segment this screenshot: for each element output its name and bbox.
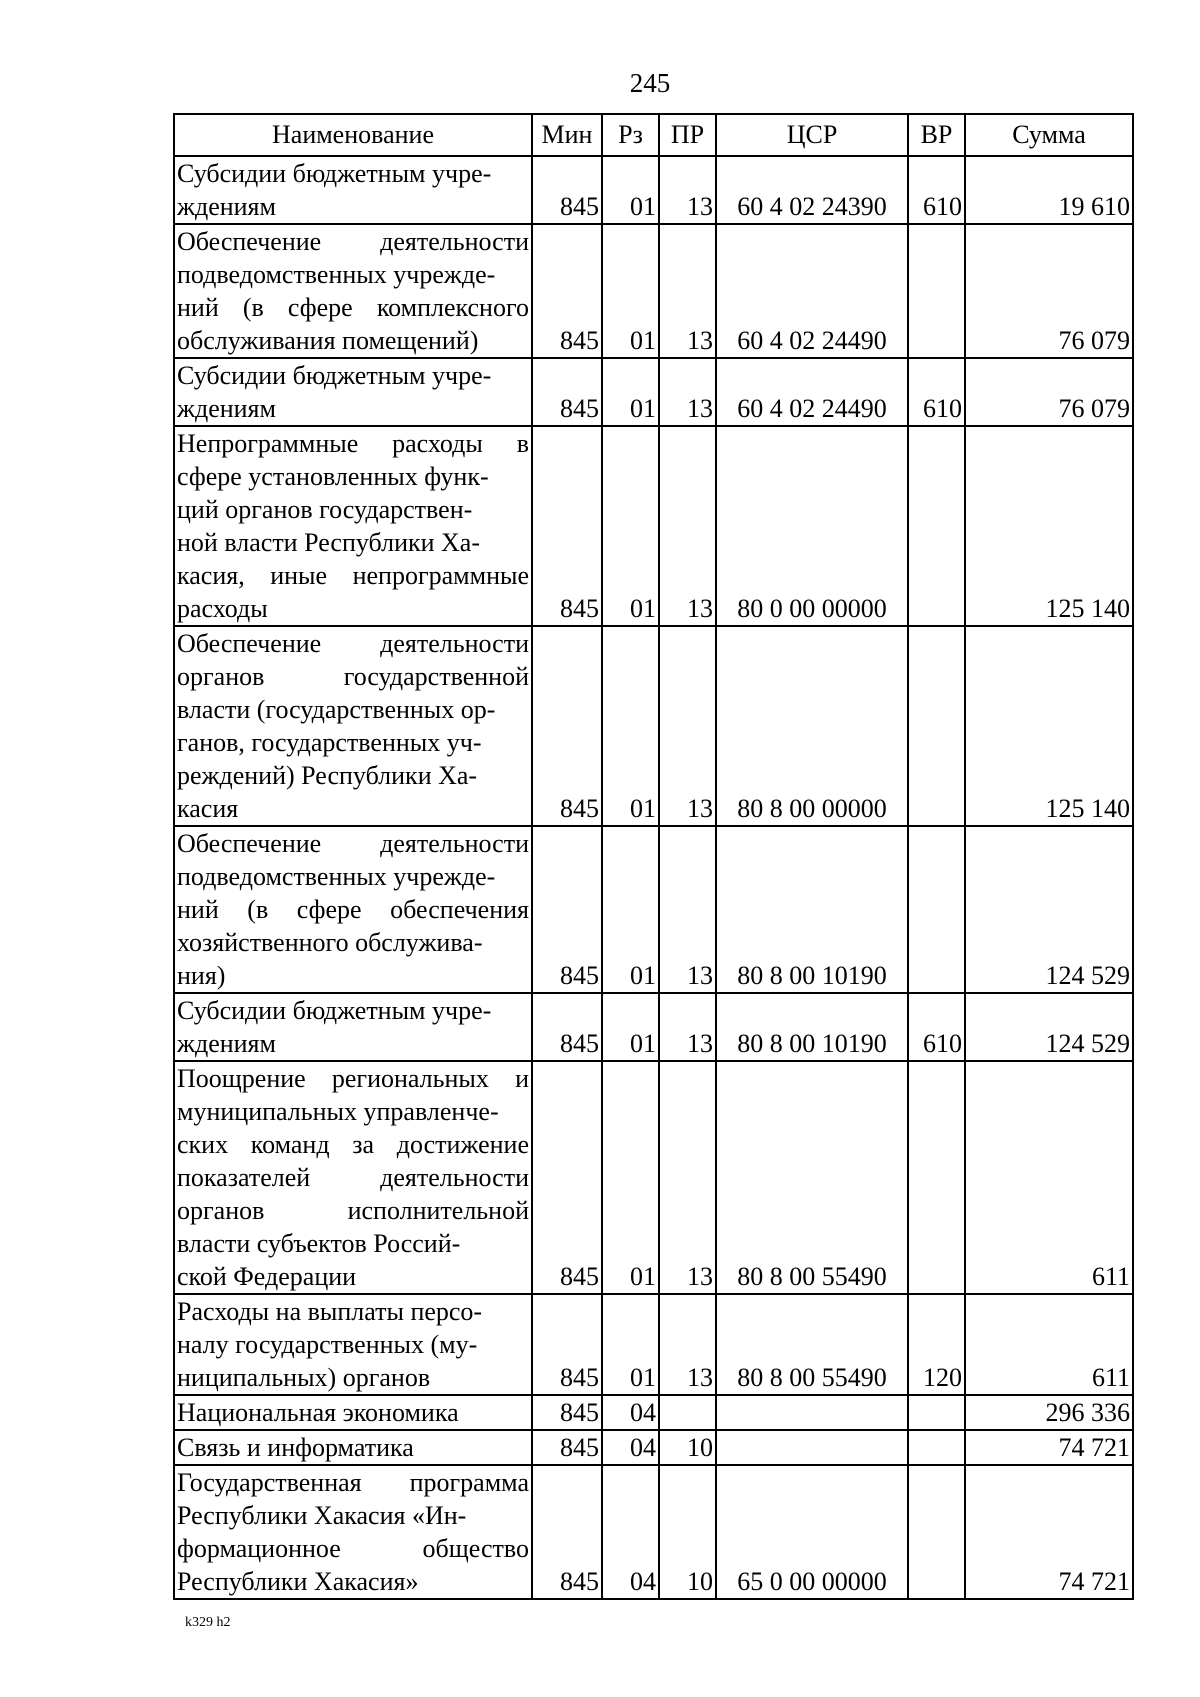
cell-min: 845	[532, 826, 602, 993]
cell-csr: 60 4 02 24490	[716, 358, 908, 426]
table-row	[174, 626, 1133, 826]
cell-min: 845	[532, 626, 602, 826]
header-name: Наименование	[174, 114, 532, 156]
cell-name: Государственная программа Республики Хакасия «Ин- формационное общество Республики Хакасия»	[174, 1465, 532, 1599]
table-row	[174, 993, 1133, 1061]
cell-vr: 610	[908, 156, 965, 224]
cell-csr: 80 0 00 00000	[716, 426, 908, 626]
cell-min: 845	[532, 993, 602, 1061]
cell-csr: 80 8 00 55490	[716, 1294, 908, 1395]
cell-csr: 80 8 00 10190	[716, 993, 908, 1061]
header-csr: ЦСР	[716, 114, 908, 156]
cell-rz: 01	[602, 426, 659, 626]
cell-sum: 124 529	[965, 826, 1133, 993]
cell-min: 845	[532, 1465, 602, 1599]
cell-vr	[908, 1061, 965, 1294]
cell-name: Поощрение региональных и муниципальных управленче- ских команд за достижение показателей деятельности органов исполнительной власти субъектов Россий- ской Федерации	[174, 1061, 532, 1294]
cell-csr: 80 8 00 55490	[716, 1061, 908, 1294]
cell-rz: 01	[602, 626, 659, 826]
table-row	[174, 426, 1133, 626]
cell-name: Национальная экономика	[174, 1395, 532, 1430]
cell-vr	[908, 1465, 965, 1599]
cell-name: Расходы на выплаты персо- налу государственных (му- ниципальных) органов	[174, 1294, 532, 1395]
cell-vr	[908, 626, 965, 826]
table-row	[174, 1430, 1133, 1465]
cell-rz: 01	[602, 156, 659, 224]
cell-sum: 19 610	[965, 156, 1133, 224]
cell-sum: 76 079	[965, 224, 1133, 358]
cell-rz: 01	[602, 224, 659, 358]
cell-rz: 04	[602, 1465, 659, 1599]
cell-name: Обеспечение деятельности подведомственных учрежде- ний (в сфере комплексного обслуживания помещений)	[174, 224, 532, 358]
cell-sum: 611	[965, 1294, 1133, 1395]
cell-sum: 76 079	[965, 358, 1133, 426]
cell-pr: 13	[659, 156, 716, 224]
cell-name: Непрограммные расходы в сфере установленных функ- ций органов государствен- ной власти Республики Ха- касия, иные непрограммные расходы	[174, 426, 532, 626]
cell-min: 845	[532, 156, 602, 224]
cell-csr: 80 8 00 10190	[716, 826, 908, 993]
cell-name: Обеспечение деятельности подведомственных учрежде- ний (в сфере обеспечения хозяйственного обслужива- ния)	[174, 826, 532, 993]
cell-pr	[659, 1395, 716, 1430]
cell-vr: 120	[908, 1294, 965, 1395]
cell-name: Субсидии бюджетным учре- ждениям	[174, 993, 532, 1061]
cell-csr	[716, 1430, 908, 1465]
cell-sum: 74 721	[965, 1465, 1133, 1599]
cell-name: Связь и информатика	[174, 1430, 532, 1465]
cell-rz: 04	[602, 1395, 659, 1430]
header-pr: ПР	[659, 114, 716, 156]
cell-pr: 13	[659, 826, 716, 993]
table-row	[174, 826, 1133, 993]
table-row	[174, 358, 1133, 426]
table-row	[174, 1395, 1133, 1430]
cell-rz: 04	[602, 1430, 659, 1465]
cell-min: 845	[532, 224, 602, 358]
header-sum: Сумма	[965, 114, 1133, 156]
cell-rz: 01	[602, 1061, 659, 1294]
cell-rz: 01	[602, 993, 659, 1061]
cell-vr	[908, 1430, 965, 1465]
cell-min: 845	[532, 426, 602, 626]
budget-table	[173, 113, 1134, 1600]
cell-vr	[908, 224, 965, 358]
cell-csr: 65 0 00 00000	[716, 1465, 908, 1599]
table-header-row	[174, 114, 1133, 156]
cell-name: Субсидии бюджетным учре- ждениям	[174, 358, 532, 426]
cell-vr	[908, 826, 965, 993]
cell-min: 845	[532, 358, 602, 426]
cell-pr: 13	[659, 224, 716, 358]
cell-sum: 125 140	[965, 426, 1133, 626]
footer-code: k329 h2	[185, 1615, 231, 1630]
cell-sum: 611	[965, 1061, 1133, 1294]
header-vr: ВР	[908, 114, 965, 156]
header-rz: Рз	[602, 114, 659, 156]
header-min: Мин	[532, 114, 602, 156]
cell-min: 845	[532, 1430, 602, 1465]
cell-vr: 610	[908, 358, 965, 426]
table-row	[174, 156, 1133, 224]
cell-sum: 124 529	[965, 993, 1133, 1061]
cell-pr: 13	[659, 358, 716, 426]
cell-min: 845	[532, 1395, 602, 1430]
cell-sum: 296 336	[965, 1395, 1133, 1430]
cell-vr	[908, 1395, 965, 1430]
cell-csr: 80 8 00 00000	[716, 626, 908, 826]
cell-min: 845	[532, 1061, 602, 1294]
table-row	[174, 1061, 1133, 1294]
cell-pr: 13	[659, 1061, 716, 1294]
cell-min: 845	[532, 1294, 602, 1395]
cell-csr: 60 4 02 24490	[716, 224, 908, 358]
cell-sum: 125 140	[965, 626, 1133, 826]
cell-vr: 610	[908, 993, 965, 1061]
cell-pr: 10	[659, 1465, 716, 1599]
cell-csr: 60 4 02 24390	[716, 156, 908, 224]
cell-pr: 13	[659, 1294, 716, 1395]
cell-csr	[716, 1395, 908, 1430]
table-row	[174, 1465, 1133, 1599]
cell-vr	[908, 426, 965, 626]
cell-name: Обеспечение деятельности органов государственной власти (государственных ор- ганов, государственных уч- реждений) Республики Ха- касия	[174, 626, 532, 826]
cell-rz: 01	[602, 826, 659, 993]
cell-rz: 01	[602, 1294, 659, 1395]
cell-pr: 13	[659, 993, 716, 1061]
cell-sum: 74 721	[965, 1430, 1133, 1465]
table-row	[174, 1294, 1133, 1395]
cell-pr: 13	[659, 426, 716, 626]
table-row	[174, 224, 1133, 358]
cell-pr: 13	[659, 626, 716, 826]
cell-name: Субсидии бюджетным учре- ждениям	[174, 156, 532, 224]
page-number: 245	[629, 68, 671, 98]
cell-pr: 10	[659, 1430, 716, 1465]
cell-rz: 01	[602, 358, 659, 426]
